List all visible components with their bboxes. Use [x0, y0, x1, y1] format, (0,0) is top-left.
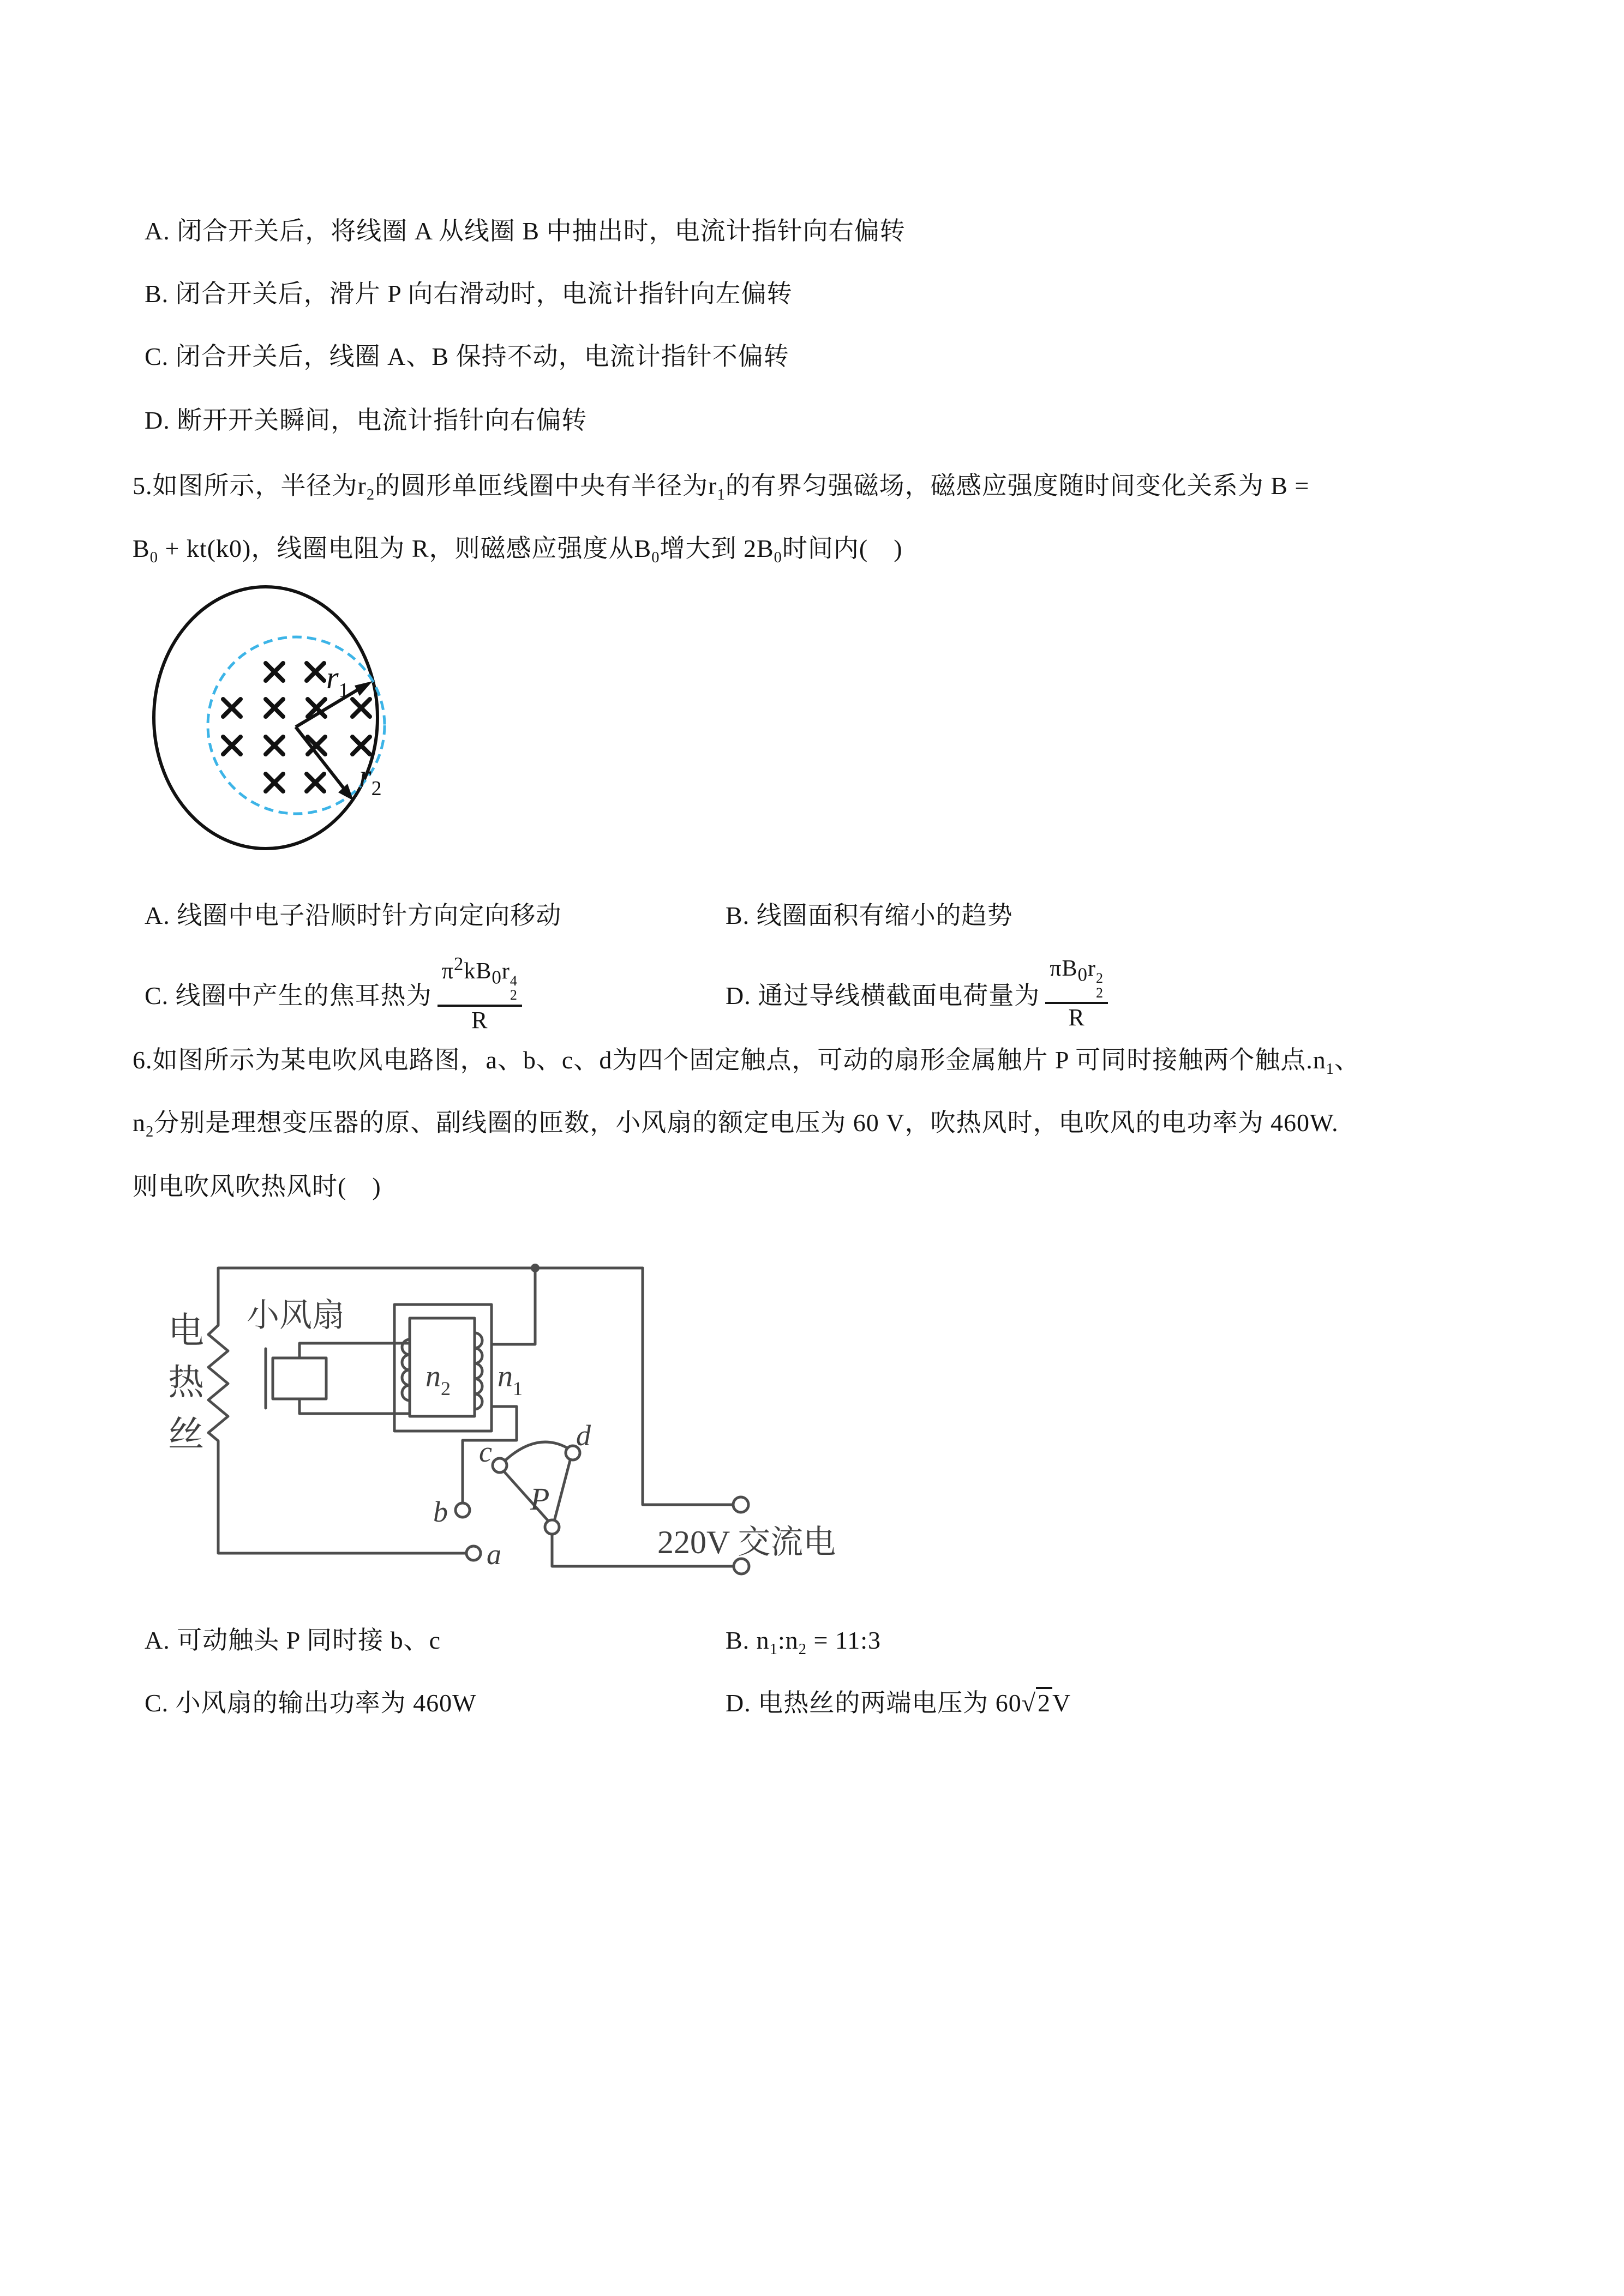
q6-stem-line2: $n_2$分别是理想变压器的原、副线圈的匝数，小风扇的额定电压为 60 V，吹热风时，电吹风的电功率为 460W. [133, 1109, 1339, 1141]
q6-hairdryer-circuit-figure [158, 1243, 922, 1592]
r2-label: $r_2$ [359, 758, 382, 800]
contact-c-terminal [493, 1458, 507, 1472]
q6-option-c: C. 小风扇的输出功率为 460W [145, 1689, 477, 1717]
heater-label-char3: 丝 [168, 1415, 204, 1454]
source-lower-terminal [734, 1559, 749, 1574]
q6-option-d: D. 电热丝的两端电压为 60√2V [726, 1689, 1071, 1718]
r1-label: $r_1$ [326, 660, 349, 702]
contact-a-terminal [466, 1546, 481, 1560]
n1-label: $n_1$ [498, 1360, 523, 1399]
wiper-label: P [530, 1481, 550, 1517]
q5-option-d [726, 958, 1108, 1029]
q5-option-c-fraction [438, 954, 522, 1033]
source-upper-terminal [733, 1497, 748, 1512]
contact-b-terminal [456, 1503, 470, 1517]
q5-option-a: A. 线圈中电子沿顺时针方向定向移动 [145, 901, 562, 929]
fan-motor-box [273, 1358, 326, 1399]
heater-label-char1: 电 [168, 1311, 204, 1351]
junction-dot [531, 1264, 540, 1272]
fan-label: 小风扇 [247, 1297, 345, 1333]
contact-c-label: c [479, 1435, 492, 1468]
q6-stem-line3: 则电吹风吹热风时( ) [133, 1173, 381, 1200]
n2-label: $n_2$ [426, 1360, 451, 1399]
source-label: 220V 交流电 [657, 1524, 836, 1560]
q5-option-d-fraction [1045, 957, 1108, 1030]
fraction-numerator: $\pi^2kB_0r$ 4 2 [438, 954, 522, 1007]
contact-b-label: b [433, 1495, 448, 1528]
heater-label-char2: 热 [168, 1363, 204, 1403]
q4-option-b: B. 闭合开关后，滑片 P 向右滑动时，电流计指针向左偏转 [145, 280, 793, 308]
contact-d-label: d [576, 1419, 591, 1452]
q5-stem-line1: 5.如图所示，半径为$r_2$的圆形单匝线圈中央有半径为$r_1$的有界匀强磁场，磁感应强度随时间变化关系为 B = [133, 472, 1310, 504]
q4-option-c: C. 闭合开关后，线圈 A、B 保持不动，电流计指针不偏转 [145, 342, 789, 370]
source-upper-wire [643, 1268, 733, 1505]
fraction-numerator: $\pi B_0r$ 2 2 [1045, 957, 1108, 1004]
q5-option-c-text: C. 线圈中产生的焦耳热为 [145, 982, 432, 1009]
q4-option-d: D. 断开开关瞬间，电流计指针向右偏转 [145, 406, 588, 434]
fraction-denominator: R [1068, 1004, 1085, 1031]
wiper-pivot-terminal [545, 1520, 559, 1534]
primary-top-wire [492, 1268, 535, 1344]
fraction-denominator: R [471, 1006, 488, 1033]
q6-stem-line1: 6.如图所示为某电吹风电路图，a、b、c、d为四个固定触点，可动的扇形金属触片 P 可同时接触两个触点$.n_1$、 [133, 1046, 1360, 1078]
q5-option-b: B. 线圈面积有缩小的趋势 [726, 901, 1013, 929]
q5-stem-line2: $B_0 + kt(k0)$，线圈电阻为 R，则磁感应强度从$B_0$增大到 $2B_0$时间内( ) [133, 534, 903, 567]
q5-option-c [145, 953, 522, 1033]
q5-option-d-text: D. 通过导线横截面电荷量为 [726, 982, 1040, 1009]
q5-coil-field-figure [136, 573, 426, 867]
contact-a-label: a [487, 1538, 501, 1571]
q6-option-b: B. $n_1:n_2$ = 11:3 [726, 1626, 882, 1658]
q6-option-a: A. 可动触头 P 同时接 b、c [145, 1626, 441, 1654]
q4-option-a: A. 闭合开关后，将线圈 A 从线圈 B 中抽出时，电流计指针向右偏转 [145, 217, 906, 245]
transformer-inner-core [410, 1318, 475, 1416]
